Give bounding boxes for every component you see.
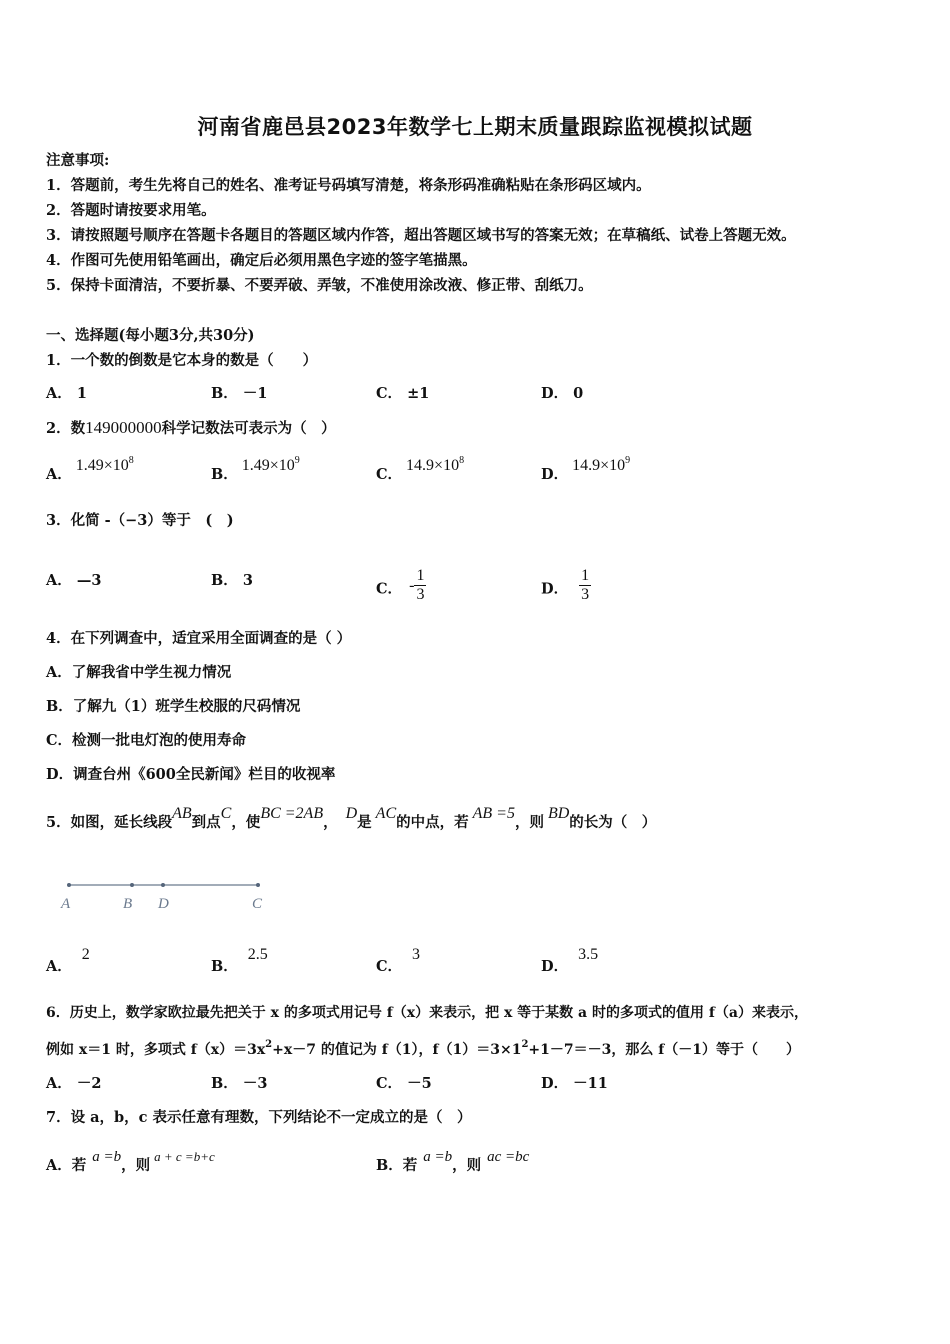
notice-item: 5．保持卡面清洁，不要折暴、不要弄破、弄皱，不准使用涂改液、修正带、刮纸刀。 xyxy=(46,277,593,294)
q2-option-a: A．$1.49\times 10^8$ xyxy=(46,455,134,483)
fraction: $\frac{1}{3}$ xyxy=(416,567,425,603)
q1-option-a: A． 1 xyxy=(46,385,87,402)
q4-option-d: D．调查台州《600全民新闻》栏目的收视率 xyxy=(46,766,336,783)
label-c: C xyxy=(252,896,263,912)
fraction: $\frac{1}{3}$ xyxy=(581,567,590,603)
q6-option-b: B． －3 xyxy=(211,1075,268,1092)
page-title: 河南省鹿邑县2023年数学七上期末质量跟踪监视模拟试题 xyxy=(197,115,753,139)
q1-option-d: D． 0 xyxy=(541,385,584,402)
q5-option-a: A．2 xyxy=(46,946,90,975)
q1-option-b: B． －1 xyxy=(211,385,268,402)
q3-option-a: A． —3 xyxy=(46,572,102,589)
q2-option-c: C．$14.9\times 10^8$ xyxy=(376,455,465,483)
q3-option-b: B． 3 xyxy=(211,572,253,589)
section-heading: 一、选择题(每小题3分,共30分) xyxy=(46,327,255,344)
q2-option-b: B．$1.49\times 10^9$ xyxy=(211,455,300,483)
q5-option-b: B．2.5 xyxy=(211,946,268,975)
q3-option-d: D． $\frac{1}{3}$ xyxy=(541,567,590,603)
point-b xyxy=(130,883,134,887)
point-a xyxy=(67,883,71,887)
notice-heading: 注意事项: xyxy=(46,152,110,169)
point-d xyxy=(161,883,165,887)
label-a: A xyxy=(61,896,71,912)
question-7-stem: 7．设 a，b，c 表示任意有理数，下列结论不一定成立的是（ ） xyxy=(46,1109,472,1126)
question-6-line-1: 6．历史上，数学家欧拉最先把关于 x 的多项式用记号 f（x）来表示，把 x 等于某数 a 时的多项式的值用 f（a）来表示， xyxy=(46,1005,808,1021)
q4-option-c: C．检测一批电灯泡的使用寿命 xyxy=(46,732,247,749)
q7-option-b: B．若 a =b，则 ac =bc xyxy=(376,1149,530,1174)
notice-item: 3．请按照题号顺序在答题卡各题目的答题区域内作答，超出答题区域书写的答案无效；在草稿纸、试卷上答题无效。 xyxy=(46,227,796,244)
question-2-stem: 2．数149000000科学记数法可表示为（ ） xyxy=(46,418,336,437)
q1-option-c: C． ±1 xyxy=(376,385,430,402)
point-c xyxy=(256,883,260,887)
notice-item: 4．作图可先使用铅笔画出，确定后必须用黑色字迹的签字笔描黑。 xyxy=(46,252,477,269)
q4-option-b: B．了解九（1）班学生校服的尺码情况 xyxy=(46,698,301,715)
q3-option-c: C． - $\frac{1}{3}$ xyxy=(376,567,425,603)
question-3-stem: 3．化简 -（−3）等于 ( ) xyxy=(46,512,234,529)
notice-item: 2．答题时请按要求用笔。 xyxy=(46,202,216,219)
question-6-line-2: 例如 x＝1 时，多项式 $f(x)=3x^2+x-7$ 的值记为 f（1），$f(1)=3\times 1^2+1-7=-3$，那么 f（－1）等于（ ） xyxy=(46,1039,801,1058)
q2-option-d: D．$14.9\times 10^9$ xyxy=(541,455,631,483)
question-1-stem: 1．一个数的倒数是它本身的数是（ ） xyxy=(46,352,318,369)
q4-option-a: A．了解我省中学生视力情况 xyxy=(46,664,232,681)
question-5-stem: 5．如图，延长线段AB到点C，使BC =2AB，D是AC的中点，若AB =5，则BD的长为（ ） xyxy=(46,805,657,831)
q6-option-c: C． －5 xyxy=(376,1075,432,1092)
q5-option-c: C．3 xyxy=(376,946,421,975)
q6-option-d: D． －11 xyxy=(541,1075,608,1092)
line-segment-figure xyxy=(60,875,280,925)
label-d: D xyxy=(158,896,169,912)
q5-option-d: D．3.5 xyxy=(541,946,599,975)
notice-item: 1．答题前，考生先将自己的姓名、准考证号码填写清楚，将条形码准确粘贴在条形码区域内。 xyxy=(46,177,651,194)
q6-option-a: A． －2 xyxy=(46,1075,102,1092)
q7-option-a: A．若 a =b，则a + c =b+c xyxy=(46,1149,215,1174)
label-b: B xyxy=(123,896,133,912)
question-4-stem: 4．在下列调查中，适宜采用全面调查的是（ ） xyxy=(46,630,352,647)
